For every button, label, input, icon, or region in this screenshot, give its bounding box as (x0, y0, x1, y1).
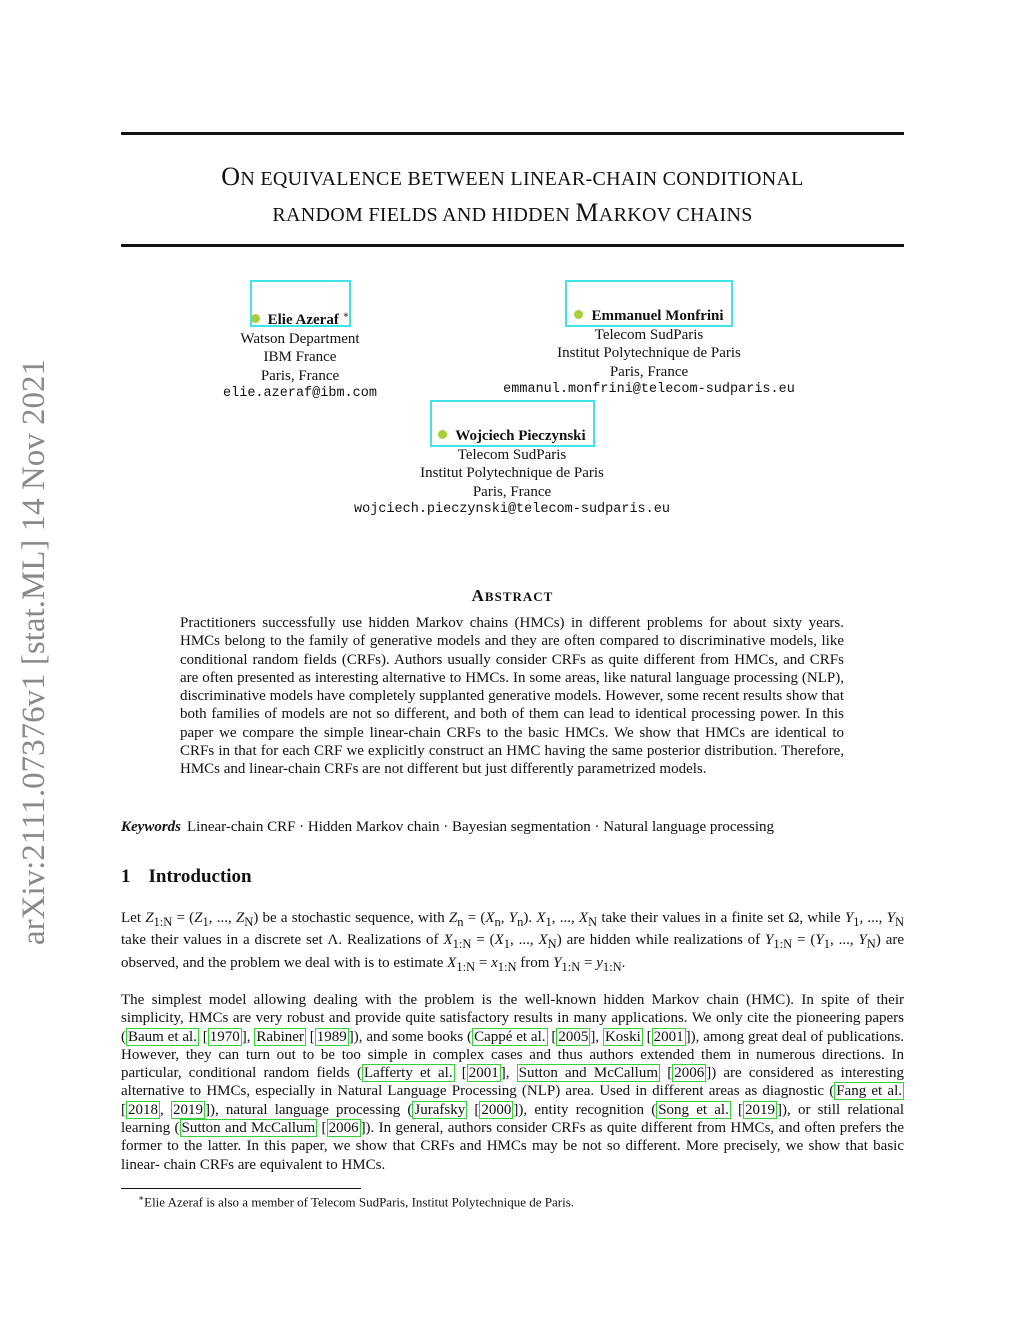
citation-link[interactable]: Sutton and McCallum (181, 1120, 316, 1137)
title-line2-cap: M (575, 198, 599, 227)
arxiv-stamp (10, 340, 54, 950)
author-email[interactable]: elie.azeraf@ibm.com (223, 386, 377, 401)
footnote-mark[interactable]: ∗ (342, 310, 350, 321)
orcid-icon[interactable] (251, 314, 260, 323)
citation-link[interactable]: 1970 (209, 1028, 240, 1045)
intro-paragraph-1: Let $Z_{1:N} = (Z_1$, ..., $Z_N$) be a stochastic sequence, with $Z_n = (X_n$, $Y_n$). $X_1$, ..., $X_N$ take their values in a finite set Ω, while $Y_1$, ..., $Y_N$ take their values in a discrete set Λ. Realizations of $X_{1:N} = (X_1$, ..., $X_N$) are hidden while realizations of $Y_{1:N} = (Y_1$, ..., $Y_N$) are observed, and the problem we deal with is to estimate $X_{1:N} = x_{1:N}$ from $Y_{1:N} = y_{1:N}$. (121, 910, 905, 974)
footnote: ∗Elie Azeraf is also a member of Telecom SudParis, Institut Polytechnique de Paris. (138, 1193, 575, 1210)
author-affil: Paris, France (260, 367, 340, 384)
author-name[interactable]: Elie Azeraf (267, 312, 339, 328)
keywords-label: Keywords (121, 819, 181, 835)
section-number: 1 (121, 866, 131, 887)
title-line1: N EQUIVALENCE BETWEEN LINEAR-CHAIN CONDITIONAL (240, 168, 804, 190)
author-affil: Paris, France (609, 363, 689, 380)
author-name[interactable]: Wojciech Pieczynski (455, 428, 586, 444)
section-title: Introduction (148, 866, 252, 887)
citation-link[interactable]: 2019 (172, 1101, 203, 1118)
section-heading (121, 866, 252, 888)
orcid-icon[interactable] (438, 430, 447, 439)
footnote-rule (121, 1188, 361, 1189)
author-affil: Telecom SudParis (457, 446, 567, 463)
citation-link[interactable]: 2006 (328, 1120, 359, 1137)
author-name[interactable]: Emmanuel Monfrini (591, 308, 724, 324)
citation-link[interactable]: 1989 (316, 1028, 347, 1045)
title-line2b: ARKOV CHAINS (598, 204, 753, 226)
citation-link[interactable]: 2019 (745, 1101, 776, 1118)
citation-link[interactable]: Cappé et al. (474, 1028, 546, 1045)
citation-link[interactable]: Fang et al. (836, 1083, 902, 1100)
author-affil: IBM France (263, 349, 337, 365)
paper-title (121, 160, 904, 232)
citation-link[interactable]: 2001 (653, 1028, 684, 1045)
title-line2a: RANDOM FIELDS AND HIDDEN (272, 204, 576, 226)
citation-link[interactable]: 2001 (468, 1065, 499, 1082)
abstract-text: Practitioners successfully use hidden Markov chains (HMCs) in different problems for about sixty years. HMCs belong to the family of generative models and they are often compared to discriminative models, like conditional random fields (CRFs). Authors usually consider CRFs as quite different from HMCs, and CRFs are often presented as interesting alternative to HMCs. In some areas, like natural language processing (NLP), discriminative models have completely supplanted generative models. However, some recent results show that both families of models are not so different, and both of them can lead to identical processing power. In this paper we compare the simple linear-chain CRFs to the basic HMCs. We show that HMCs are identical to CRFs in that for each CRF we explicitly construct an HMC having the same posterior distribution. Therefore, HMCs and linear-chain CRFs are not different but just differently parametrized models. (180, 615, 844, 778)
abstract-heading: ABSTRACT (471, 586, 554, 605)
author-affil: Paris, France (472, 483, 552, 500)
citation-link[interactable]: Song et al. (658, 1101, 729, 1118)
orcid-icon[interactable] (574, 310, 583, 319)
citation-link[interactable]: Rabiner (256, 1028, 304, 1045)
keywords-text: Linear-chain CRF · Hidden Markov chain · Bayesian segmentation · Natural language processing (187, 819, 775, 835)
author-affil: Telecom SudParis (594, 326, 704, 343)
author-affil: Institut Polytechnique de Paris (557, 345, 741, 361)
citation-link[interactable]: Koski (604, 1028, 641, 1045)
citation-link[interactable]: Baum et al. (128, 1028, 197, 1045)
arxiv-id: arXiv:2111.07376v1 [stat.ML] 14 Nov 2021 (16, 359, 52, 945)
author-block-azeraf (200, 307, 400, 404)
citation-link[interactable]: 2018 (128, 1101, 158, 1118)
intro-paragraph-2: The simplest model allowing dealing with the problem is the well-known hidden Markov chain (HMC). In spite of their simplicity, HMCs are very robust and provide quite satisfactory results in many applications. We only cite the pioneering papers ( Baum et al. [ 1970 ], Rabiner [ 1989 ]), and some books ( Cappé et al. [ 2005 ], Koski [ 2001 ]), among great deal of publications. However, they can turn out to be too simple in complex cases and thus authors extended them in numerous directions. In particular, conditional random fields ( Lafferty et al. [ 2001 ], Sutton and McCallum [ 2006 ]) are considered as interesting alternative to HMCs, especially in Natural Language Processing (NLP) area. Used in different areas as diagnostic ( Fang et al. [ 2018 , 2019 ]), natural language processing ( Jurafsky [ 2000 ]), entity recognition ( Song et al. [ 2019 ]), or still relational learning ( Sutton and McCallum [ 2006 ]). In general, authors consider CRFs as quite different from HMCs, and often prefers the former to the latter. In this paper, we show that CRFs and HMCs may be not so different. More precisely, we show that basic linear- chain CRFs are equivalent to HMCs. (121, 992, 905, 1173)
author-affil: Watson Department (240, 330, 360, 347)
citation-link[interactable]: 2006 (674, 1065, 705, 1082)
author-block-pieczynski (332, 427, 692, 520)
author-email[interactable]: emmanul.monfrini@telecom-sudparis.eu (503, 382, 795, 397)
title-rule-bottom (121, 244, 904, 247)
author-block-monfrini (470, 307, 828, 400)
author-email[interactable]: wojciech.pieczynski@telecom-sudparis.eu (354, 502, 670, 517)
citation-link[interactable]: Lafferty et al. (363, 1065, 453, 1082)
title-initial: O (221, 162, 241, 191)
citation-link[interactable]: Jurafsky (414, 1101, 466, 1118)
title-rule-top (121, 132, 904, 135)
citation-link[interactable]: 2005 (558, 1028, 589, 1045)
citation-link[interactable]: 2000 (481, 1101, 512, 1118)
citation-link[interactable]: Sutton and McCallum (518, 1065, 659, 1082)
keywords (121, 819, 904, 836)
author-affil: Institut Polytechnique de Paris (420, 465, 604, 481)
